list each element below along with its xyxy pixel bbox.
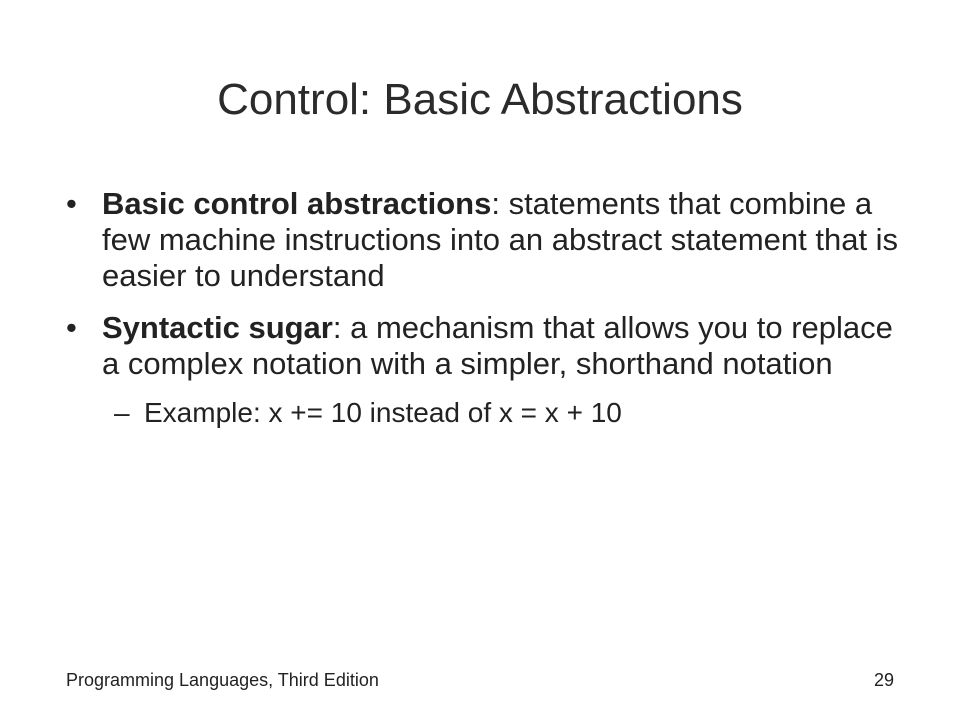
footer-page-number: 29 bbox=[873, 670, 894, 690]
bullet-term: Basic control abstractions bbox=[102, 186, 492, 221]
bullet-text: : a mechanism that allows you to replace a complex notation with a simpler, shorthand notation bbox=[102, 310, 893, 381]
bullet-basic-control-abstractions bbox=[66, 186, 906, 294]
bullet-marker: • bbox=[66, 310, 77, 345]
sub-bullet-example bbox=[66, 396, 906, 430]
bullet-term: Syntactic sugar bbox=[102, 310, 333, 345]
bullet-syntactic-sugar bbox=[66, 310, 906, 382]
bullet-marker: • bbox=[66, 186, 77, 221]
slide-title: Control: Basic Abstractions bbox=[217, 75, 743, 124]
slide-content bbox=[66, 186, 906, 430]
footer-book-title: Programming Languages, Third Edition bbox=[66, 670, 379, 690]
sub-bullet-text: Example: x += 10 instead of x = x + 10 bbox=[144, 397, 622, 428]
bullet-text: : statements that combine a few machine instructions into an abstract statement that is easier to understand bbox=[102, 186, 899, 293]
sub-bullet-marker: – bbox=[114, 397, 130, 428]
